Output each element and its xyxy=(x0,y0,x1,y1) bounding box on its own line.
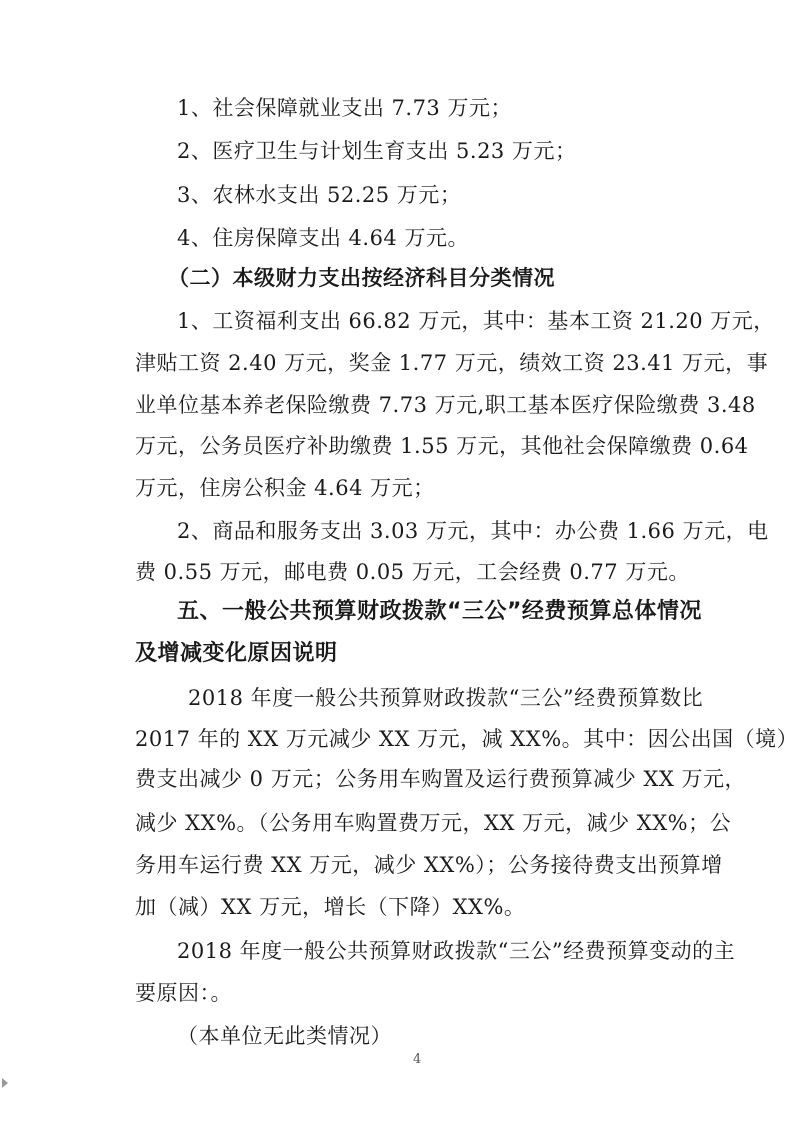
body-line-23: （本单位无此类情况） xyxy=(177,1024,392,1048)
body-line-18: 减少 XX%。（公务用车购置费万元，XX 万元，减少 XX%；公 xyxy=(135,811,732,835)
section-heading-line-1: 五、一般公共预算财政拨款“三公”经费预算总体情况 xyxy=(177,599,702,624)
body-line-22: 要原因：。 xyxy=(135,981,232,1005)
body-line-21: 2018 年度一般公共预算财政拨款“三公”经费预算变动的主 xyxy=(177,939,736,963)
body-line-3: 3、农林水支出 52.25 万元； xyxy=(177,183,462,207)
body-line-7: 津贴工资 2.40 万元，奖金 1.77 万元，绩效工资 23.41 万元，事 xyxy=(135,351,769,375)
section-subheading: （二）本级财力支出按经济科目分类情况 xyxy=(168,265,555,290)
body-line-9: 万元，公务员医疗补助缴费 1.55 万元，其他社会保障缴费 0.64 xyxy=(135,434,749,458)
body-line-4: 4、住房保障支出 4.64 万元。 xyxy=(177,226,469,250)
body-line-6: 1、工资福利支出 66.82 万元，其中：基本工资 21.20 万元， xyxy=(177,309,775,333)
body-line-19: 务用车运行费 XX 万元，减少 XX%）；公务接待费支出预算增 xyxy=(135,853,723,877)
body-line-16: 2017 年的 XX 万元减少 XX 万元，减 XX%。其中：因公出国（境） xyxy=(135,727,799,751)
body-line-15: 2018 年度一般公共预算财政拨款“三公”经费预算数比 xyxy=(188,686,704,710)
section-heading-line-2: 及增减变化原因说明 xyxy=(135,641,338,666)
body-line-17: 费支出减少 0 万元；公务用车购置及运行费预算减少 XX 万元， xyxy=(135,767,746,791)
body-line-12: 费 0.55 万元，邮电费 0.05 万元，工会经费 0.77 万元。 xyxy=(135,560,690,584)
page-number: 4 xyxy=(413,1052,422,1067)
body-line-8: 业单位基本养老保险缴费 7.73 万元,职工基本医疗保险缴费 3.48 xyxy=(135,393,756,417)
body-line-10: 万元，住房公积金 4.64 万元； xyxy=(135,476,435,500)
body-line-11: 2、商品和服务支出 3.03 万元，其中：办公费 1.66 万元，电 xyxy=(177,519,769,543)
body-line-1: 1、社会保障就业支出 7.73 万元； xyxy=(177,96,512,120)
scan-edge-mark xyxy=(2,1078,8,1088)
body-line-20: 加（减）XX 万元，增长（下降）XX%。 xyxy=(135,895,526,919)
body-line-2: 2、医疗卫生与计划生育支出 5.23 万元； xyxy=(177,139,577,163)
